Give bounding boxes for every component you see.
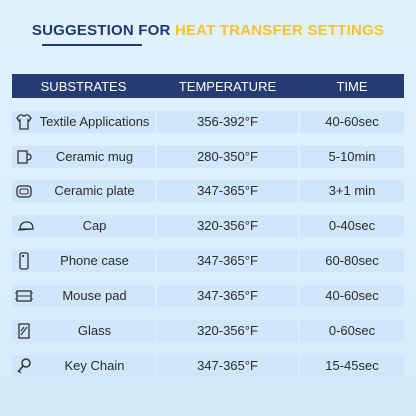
- title-underline: [42, 44, 142, 46]
- temperature-cell: 347-365°F: [157, 355, 298, 377]
- time-cell: 0-60sec: [300, 320, 404, 342]
- glass-icon: [15, 322, 33, 340]
- plate-icon: [15, 182, 33, 200]
- substrate-cell: [12, 146, 155, 168]
- substrate-label: Glass: [77, 323, 112, 338]
- mug-icon: [15, 148, 33, 166]
- substrate-cell: [12, 285, 155, 307]
- mouse-pad-icon: [15, 287, 33, 305]
- substrate-cell: [12, 250, 155, 272]
- title-part-1: SUGGESTION FOR: [31, 22, 171, 39]
- table-row: [12, 320, 404, 342]
- substrate-label: Ceramic plate: [54, 183, 135, 198]
- t-shirt-icon: [15, 113, 33, 131]
- temperature-cell: 356-392°F: [157, 111, 298, 133]
- temperature-cell: 320-356°F: [157, 215, 298, 237]
- header-substrates: SUBSTRATES: [40, 79, 127, 94]
- table-header: [12, 74, 404, 98]
- table-row: [12, 180, 404, 202]
- time-cell: 60-80sec: [300, 250, 404, 272]
- temperature-cell: 320-356°F: [157, 320, 298, 342]
- header-temperature: TEMPERATURE: [178, 79, 277, 94]
- substrate-label: Key Chain: [64, 358, 125, 373]
- table-row: [12, 355, 404, 377]
- substrate-label: Mouse pad: [62, 288, 127, 303]
- substrate-cell: [12, 320, 155, 342]
- temperature-cell: 347-365°F: [157, 250, 298, 272]
- page-title: [0, 22, 416, 39]
- temperature-cell: 347-365°F: [157, 180, 298, 202]
- phone-case-icon: [15, 252, 33, 270]
- table-row: [12, 215, 404, 237]
- substrate-cell: [12, 215, 155, 237]
- header-time: TIME: [336, 79, 368, 94]
- time-cell: 40-60sec: [300, 285, 404, 307]
- substrate-label: Ceramic mug: [55, 149, 134, 164]
- time-cell: 5-10min: [300, 146, 404, 168]
- substrate-label: Textile Applications: [39, 114, 150, 129]
- time-cell: 3+1 min: [300, 180, 404, 202]
- time-cell: 15-45sec: [300, 355, 404, 377]
- table-row: [12, 146, 404, 168]
- table-row: [12, 250, 404, 272]
- time-cell: 40-60sec: [300, 111, 404, 133]
- time-cell: 0-40sec: [300, 215, 404, 237]
- table-row: [12, 111, 404, 133]
- temperature-cell: 347-365°F: [157, 285, 298, 307]
- substrate-cell: [12, 111, 155, 133]
- table-row: [12, 285, 404, 307]
- temperature-cell: 280-350°F: [157, 146, 298, 168]
- substrate-label: Phone case: [60, 253, 129, 268]
- key-chain-icon: [15, 357, 33, 375]
- substrate-cell: [12, 355, 155, 377]
- title-part-2: HEAT TRANSFER SETTINGS: [174, 22, 385, 39]
- substrate-label: Cap: [82, 218, 107, 233]
- substrate-cell: [12, 180, 155, 202]
